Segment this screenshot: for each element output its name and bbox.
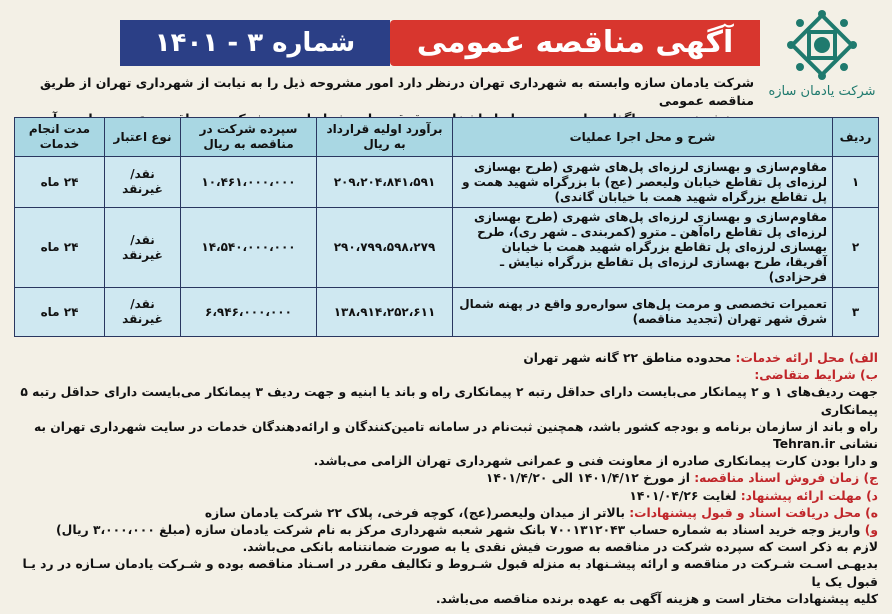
cell-deposit: ۶،۹۴۶،۰۰۰،۰۰۰ — [181, 288, 317, 337]
header-row: ردیف — [833, 118, 879, 157]
detail-f — [14, 522, 878, 539]
cell-duration: ۲۴ ماه — [15, 157, 105, 208]
header-estimate: برآورد اولیه قرارداد به ریال — [317, 118, 453, 157]
cell-deposit: ۱۰،۴۶۱،۰۰۰،۰۰۰ — [181, 157, 317, 208]
detail-text: از مورخ ۱۴۰۱/۴/۱۲ الی ۱۴۰۱/۴/۲۰ — [485, 471, 690, 486]
header-desc: شرح و محل اجرا عملیات — [453, 118, 833, 157]
cell-deposit: ۱۴،۵۴۰،۰۰۰،۰۰۰ — [181, 208, 317, 288]
detail-label: الف) محل ارائه خدمات: — [735, 351, 878, 365]
notice-number: شماره ۳ - ۱۴۰۱ — [120, 20, 390, 66]
company-logo — [766, 10, 878, 110]
logo-text: شرکت یادمان سازه — [768, 84, 876, 99]
header-deposit: سپرده شرکت در مناقصه به ریال — [181, 118, 317, 157]
cell-desc: مقاوم‌سازی و بهسازی لرزه‌ای پل‌های شهری (طرح بهسازی لرزه‌ای پل تقاطع خیابان ولیعصر (عج) با بزرگراه شهید همت و پل تقاطع بزرگراه شهید همت با خیابان گاندی) — [453, 157, 833, 208]
detail-text: لغایت ۱۴۰۱/۰۴/۲۶ — [629, 488, 737, 503]
detail-text: واریز وجه خرید اسناد به شماره حساب ۷۰۰۱۳۱۲۰۴۳ بانک شهر شعبه شهرداری مرکز به نام شرکت یادمان سازه (مبلغ ۳،۰۰۰،۰۰۰ ریال) — [56, 523, 861, 538]
detail-text: محدوده مناطق ۲۲ گانه شهر تهران — [523, 351, 732, 365]
cell-credit: نقد/ غیرنقد — [105, 157, 181, 208]
header-banner — [120, 20, 760, 66]
cell-row: ۲ — [833, 208, 879, 288]
cell-estimate: ۲۹۰،۷۹۹،۵۹۸،۲۷۹ — [317, 208, 453, 288]
cell-credit: نقد/ غیرنقد — [105, 288, 181, 337]
detail-b-text: راه و باند از سازمان برنامه و بودجه کشور باشد، همچنین ثبت‌نام در سامانه تامین‌کنندگان و ارائه‌دهندگان خدمات در سایت شهرداری تهران به نشانی Tehran.ir — [33, 419, 878, 452]
note: لازم به ذکر است که سپرده شرکت در مناقصه به صورت فیش نقدی یا به صورت ضمانتنامه بانکی می‌باشد. — [242, 540, 878, 555]
cell-estimate: ۲۰۹،۲۰۴،۸۴۱،۵۹۱ — [317, 157, 453, 208]
website-link[interactable]: Tehran.ir — [772, 437, 835, 452]
detail-d — [14, 488, 878, 505]
cell-desc: تعمیرات تخصصی و مرمت پل‌های سواره‌رو واقع در پهنه شمال شرق شهر تهران (تجدید مناقصه) — [453, 288, 833, 337]
intro-line: شرکت یادمان سازه وابسته به شهرداری تهران درنظر دارد امور مشروحه ذیل را به نیابت از شهرداری تهران از طریق مناقصه عمومی — [40, 75, 754, 108]
detail-b — [14, 367, 878, 384]
detail-label: د) مهلت ارائه پیشنهاد: — [740, 488, 878, 503]
detail-e — [14, 505, 878, 522]
table-row — [15, 208, 879, 288]
detail-label: و) — [864, 523, 878, 538]
cell-row: ۱ — [833, 157, 879, 208]
detail-text: بالاتر از میدان ولیعصر(عج)، کوچه فرخی، پلاک ۲۲ شرکت یادمان سازه — [204, 505, 625, 520]
table-row — [15, 288, 879, 337]
detail-b-text: جهت ردیف‌های ۱ و ۲ پیمانکار می‌بایست دارای حداقل رتبه ۲ پیمانکاری راه و باند یا ابنیه و جهت ردیف ۳ پیمانکار می‌بایست دارای حداقل رتبه ۵ پیمانکاری — [20, 385, 878, 417]
detail-a — [14, 350, 878, 367]
cell-duration: ۲۴ ماه — [15, 288, 105, 337]
tender-details — [14, 350, 878, 608]
detail-label: ه) محل دریافت اسناد و قبول پیشنهادات: — [629, 505, 878, 520]
table-row — [15, 157, 879, 208]
cell-estimate: ۱۳۸،۹۱۴،۲۵۲،۶۱۱ — [317, 288, 453, 337]
detail-b-text: و دارا بودن کارت پیمانکاری صادره از معاونت فنی و عمرانی شهرداری تهران الزامی می‌باشد. — [313, 454, 878, 469]
header-duration: مدت انجام خدمات — [15, 118, 105, 157]
detail-label: ج) زمان فروش اسناد مناقصه: — [694, 471, 878, 486]
cell-credit: نقد/ غیرنقد — [105, 208, 181, 288]
note: بدیهـی اسـت شـرکت در مناقصه و ارائه پیشـنهاد به منزله قبول شـروط و تکالیف مقرر در اسـناد مناقصه بوده و شـرکت یادمان سـازه در رد یـا قبول یک یا — [22, 557, 878, 589]
detail-label: ب) شرایط متقاضی: — [754, 368, 878, 383]
logo-emblem-icon — [787, 10, 857, 80]
notice-title: آگهی مناقصه عمومی — [390, 20, 760, 66]
note: کلیه پیشنهادات مختار است و هزینه آگهی به عهده برنده مناقصه می‌باشد. — [435, 591, 878, 606]
cell-row: ۳ — [833, 288, 879, 337]
detail-c — [14, 470, 878, 487]
cell-desc: مقاوم‌سازی و بهسازی لرزه‌ای پل‌های شهری (طرح بهسازی لرزه‌ای پل تقاطع راه‌آهن ـ مترو (کمربندی ـ شهر ری)، طرح بهسازی لرزه‌ای پل تقاطع بزرگراه شهید همت با خیابان آفریقا، طرح بهسازی لرزه‌ای پل تقاطع بزرگراه نیایش ـ فرحزادی) — [453, 208, 833, 288]
cell-duration: ۲۴ ماه — [15, 208, 105, 288]
table-header-row — [15, 118, 879, 157]
tender-table — [14, 117, 879, 337]
header-credit: نوع اعتبار — [105, 118, 181, 157]
